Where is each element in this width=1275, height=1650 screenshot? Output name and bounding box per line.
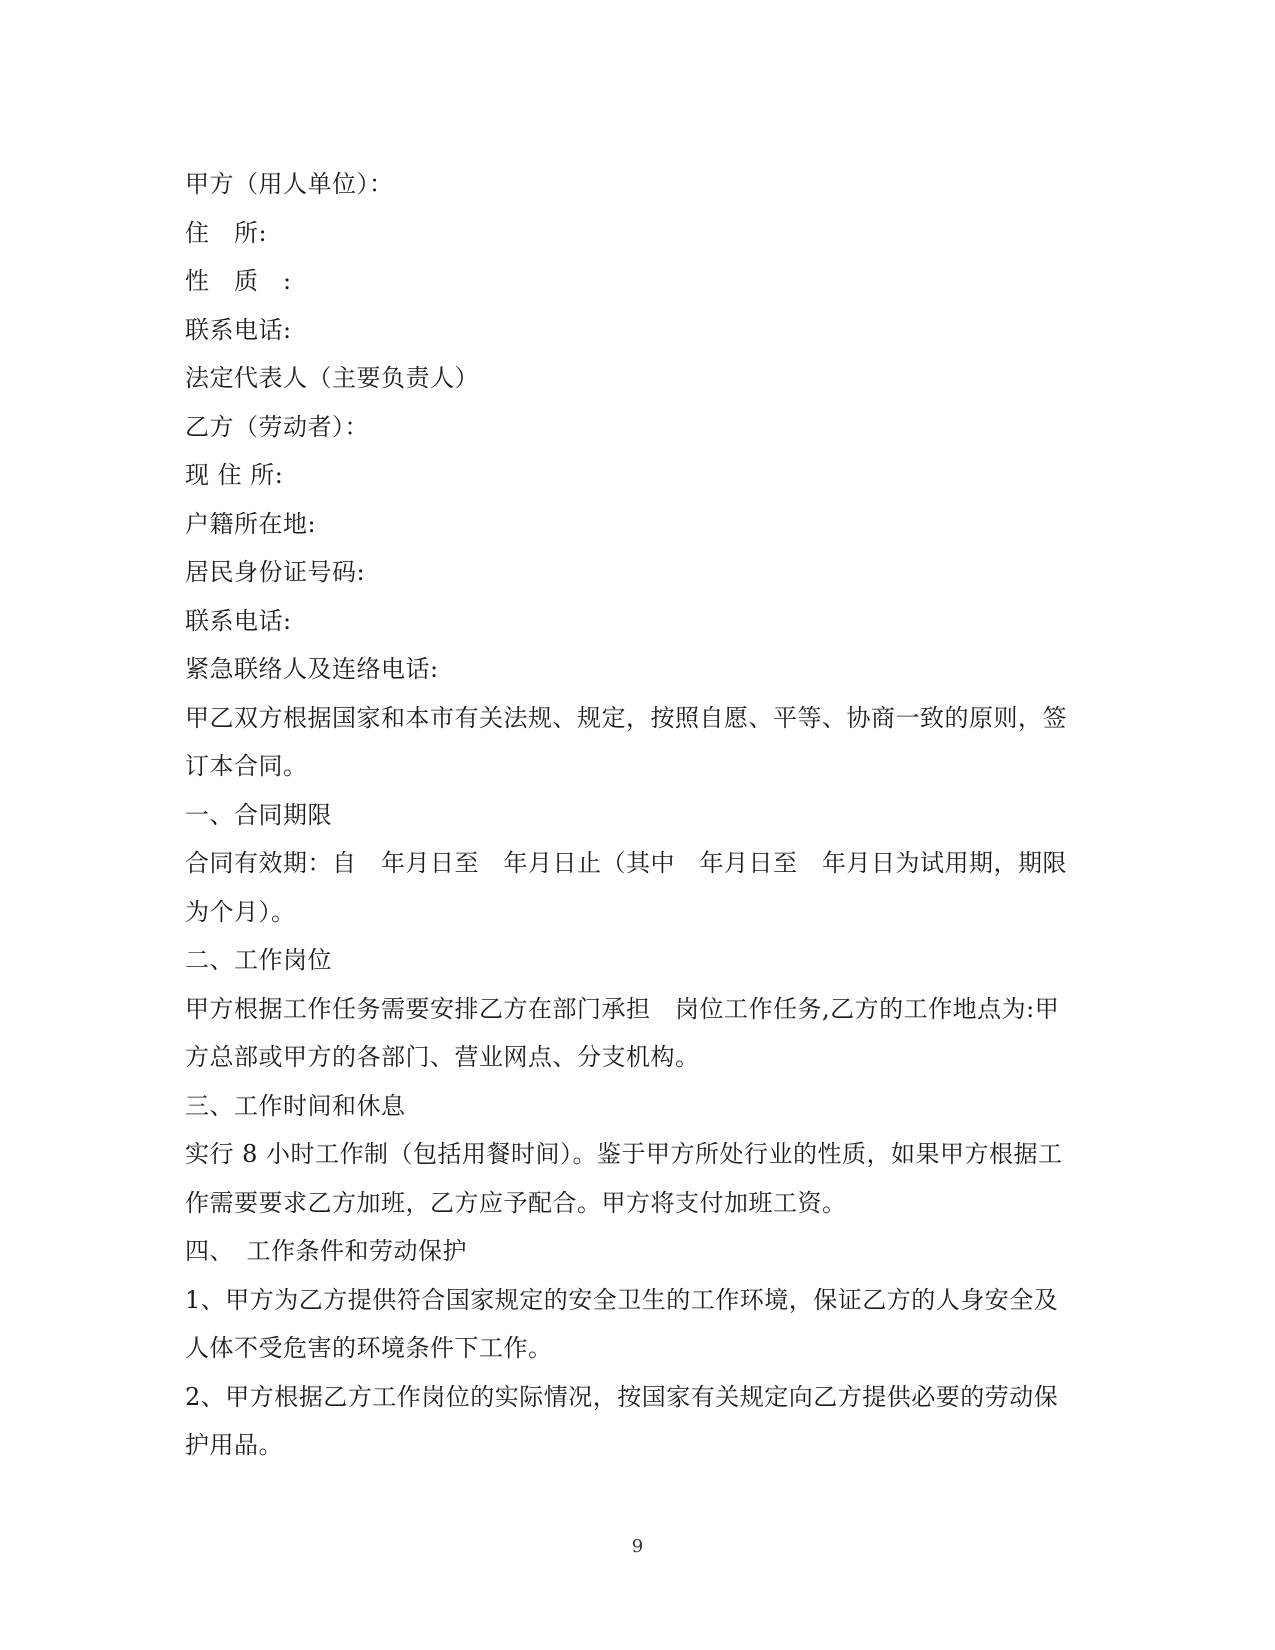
preamble-line-1: 甲乙双方根据国家和本市有关法规、规定，按照自愿、平等、协商一致的原则，签 [185, 703, 1067, 732]
party-b-label: 乙方（劳动者）： [185, 412, 369, 441]
id-number-label: 居民身份证号码: [185, 558, 366, 586]
conditions-item-1-line-2: 人体不受危害的环境条件下工作。 [185, 1334, 553, 1362]
address-label: 住 所: [185, 218, 268, 247]
section-heading-conditions: 四、 工作条件和劳动保护 [185, 1237, 467, 1265]
emergency-contact-label: 紧急联络人及连络电话: [185, 655, 439, 683]
position-paragraph-line-2: 方总部或甲方的各部门、营业网点、分支机构。 [185, 1043, 700, 1071]
conditions-item-1-line-1: 1、甲方为乙方提供符合国家规定的安全卫生的工作环境，保证乙方的人身安全及 [185, 1285, 1059, 1314]
party-a-label: 甲方（用人单位）： [185, 170, 394, 198]
contract-body [185, 160, 1085, 1470]
section-heading-position: 二、工作岗位 [185, 946, 332, 974]
term-paragraph-line-2: 为个月）。 [185, 897, 296, 926]
legal-representative-label: 法定代表人（主要负责人） [185, 364, 479, 392]
section-heading-hours: 三、工作时间和休息 [185, 1091, 406, 1120]
phone-label: 联系电话: [185, 315, 292, 344]
conditions-item-2-line-2: 护用品。 [185, 1431, 283, 1459]
position-paragraph-line-1: 甲方根据工作任务需要安排乙方在部门承担 岗位工作任务,乙方的工作地点为:甲 [185, 994, 1060, 1023]
current-address-label: 现 住 所: [185, 461, 284, 489]
nature-label: 性 质 : [185, 267, 292, 295]
household-registration-label: 户籍所在地: [185, 509, 317, 538]
conditions-item-2-line-1: 2、甲方根据乙方工作岗位的实际情况，按国家有关规定向乙方提供必要的劳动保 [185, 1382, 1059, 1411]
term-paragraph-line-1: 合同有效期：自 年月日至 年月日止（其中 年月日至 年月日为试用期，期限 [185, 849, 1067, 877]
party-b-phone-label: 联系电话: [185, 606, 292, 635]
page-number: 9 [631, 1536, 644, 1557]
preamble-line-2: 订本合同。 [185, 752, 308, 780]
section-heading-term: 一、合同期限 [185, 800, 332, 829]
hours-paragraph-line-2: 作需要要求乙方加班，乙方应予配合。甲方将支付加班工资。 [185, 1188, 847, 1217]
hours-paragraph-line-1: 实行 8 小时工作制（包括用餐时间）。鉴于甲方所处行业的性质，如果甲方根据工 [185, 1140, 1063, 1168]
